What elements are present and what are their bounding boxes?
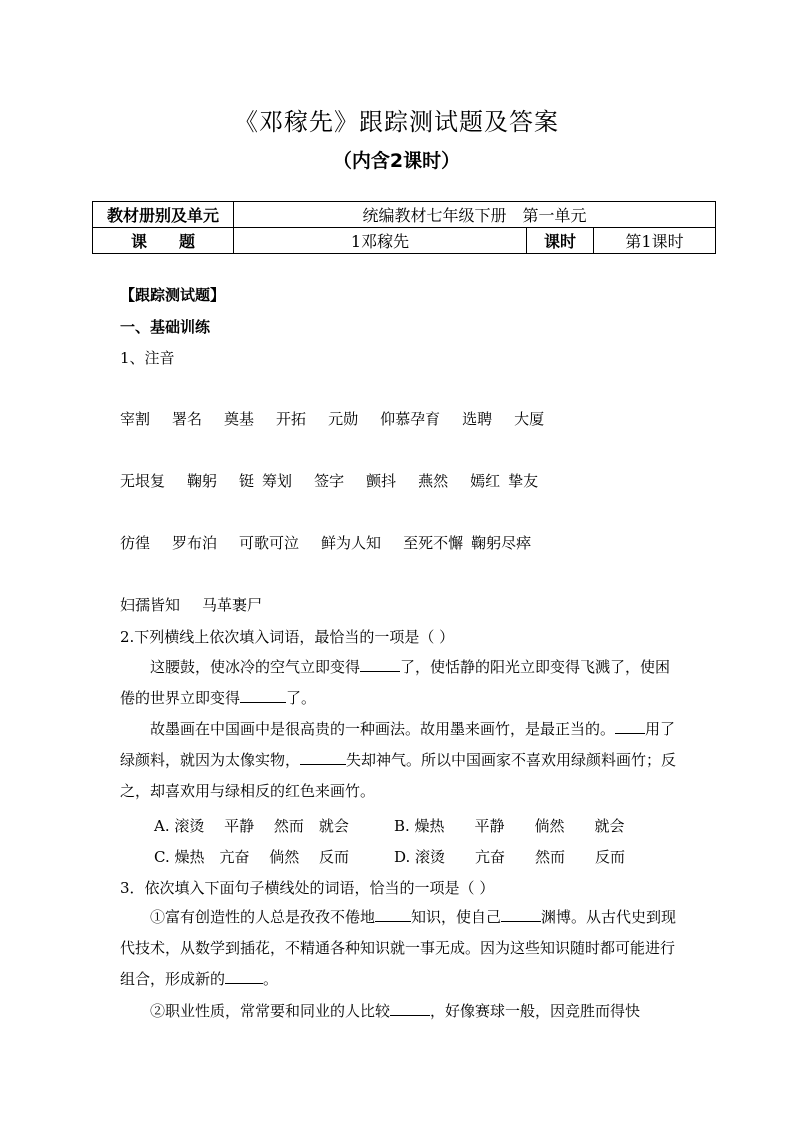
q2-passage1 [120, 652, 680, 714]
text: 知识，使自己 [411, 908, 502, 926]
blank [390, 1001, 430, 1016]
text: 了。 [286, 689, 317, 707]
word: 元勋 [328, 410, 359, 428]
table-row [93, 228, 716, 254]
word: 选聘 [462, 410, 493, 428]
text: 竹；反之，却喜欢用与绿相反的红色来画竹。 [120, 751, 677, 800]
blank [615, 719, 645, 734]
word: 罗布泊 [172, 534, 218, 552]
text: 这腰鼓，使冰冷的空气立即变得 [150, 658, 361, 676]
word: 鞠躬 [187, 472, 218, 490]
word: 颤抖 [366, 472, 397, 490]
text: 。 [263, 970, 279, 988]
word: 宰割 [120, 410, 151, 428]
row1-label: 教材册别及单元 [93, 202, 234, 228]
word: 大厦 [514, 410, 545, 428]
q1-label: 1、注音 [120, 349, 175, 367]
q2-stem: 2.下列横线上依次填入词语，最恰当的一项是（ ） [120, 628, 455, 646]
word: 无垠复 [120, 472, 166, 490]
text: 使困倦的世界立即变得 [120, 658, 671, 707]
text: 可能进行组合，形成新的 [120, 939, 676, 988]
blank [501, 907, 541, 922]
option-b: B. 燥热 平静 倘然 就会 [394, 817, 625, 835]
row2-value: 1邓稼先 [234, 228, 527, 254]
blank [300, 750, 346, 765]
blank [375, 907, 411, 922]
word: 鞠躬尽瘁 [471, 534, 532, 552]
text: 用 [645, 720, 661, 738]
q3-passage1 [120, 902, 680, 995]
word: 可歌可泣 [239, 534, 300, 552]
q1-words-row3 [120, 532, 553, 553]
word: 燕然 [418, 472, 449, 490]
blank [360, 657, 400, 672]
word: 仰慕孕育 [380, 410, 441, 428]
q1-words-row1 [120, 408, 566, 429]
word: 至死不懈 [403, 534, 464, 552]
document-subtitle: （内含2课时） [332, 150, 461, 172]
q1-words-row2 [120, 470, 560, 491]
word: 妇孺皆知 [120, 596, 181, 614]
blank [225, 969, 263, 984]
text: 失却神气。所以中国画家不喜欢用绿颜料画 [346, 751, 632, 769]
option-d: D. 滚烫 亢奋 然而 反而 [394, 848, 626, 866]
section-heading: 【跟踪测试题】 [120, 286, 226, 304]
word: 马革裹尸 [202, 596, 263, 614]
text: 故墨画在中国画中是很高贵的一种画法。故用墨来画竹，是最正当的。 [150, 720, 616, 738]
table-row [93, 202, 716, 228]
word: 签字 [314, 472, 345, 490]
option-c: C. 燥热 亢奋 倘然 反而 [154, 848, 350, 866]
text: 到现代技术，从数学到插花，不精通各种知识就一事无成。因为这些知识随时都 [120, 908, 677, 957]
text: 了绿颜料，就因为太像实物， [120, 720, 676, 769]
row2-value2: 第1课时 [594, 228, 716, 254]
q1-words-row4 [120, 594, 284, 615]
part1-heading: 一、基础训练 [120, 318, 211, 336]
row2-label: 课 题 [93, 228, 234, 254]
q2-passage2 [120, 714, 680, 807]
word: 开拓 [276, 410, 307, 428]
q3-passage2 [120, 996, 680, 1027]
text: 了，使恬静的阳光立即变得飞溅了， [400, 658, 641, 676]
text: ①富有创造性的人总是孜孜不倦地 [150, 908, 376, 926]
q3-stem: 3．依次填入下面句子横线处的词语，恰当的一项是（ ） [120, 879, 495, 897]
word: 铤 [239, 472, 255, 490]
info-table [92, 201, 716, 254]
word: 筹划 [262, 472, 293, 490]
blank [240, 688, 286, 703]
word: 署名 [172, 410, 203, 428]
word: 嫣红 [470, 472, 501, 490]
document-title: 《邓稼先》跟踪测试题及答案 [234, 108, 559, 136]
text: 渊博。从古代史 [541, 908, 647, 926]
option-a: A. 滚烫 平静 然而 就会 [154, 817, 349, 835]
word: 鲜为人知 [321, 534, 382, 552]
word: 奠基 [224, 410, 255, 428]
row1-value: 统编教材七年级下册 第一单元 [234, 202, 716, 228]
word: 彷徨 [120, 534, 151, 552]
row2-label2: 课时 [527, 228, 594, 254]
text: ，好像赛球一般，因竞胜而得快 [430, 1002, 641, 1020]
text: ②职业性质，常常要和同业的人比较 [150, 1002, 391, 1020]
word: 挚友 [508, 472, 539, 490]
